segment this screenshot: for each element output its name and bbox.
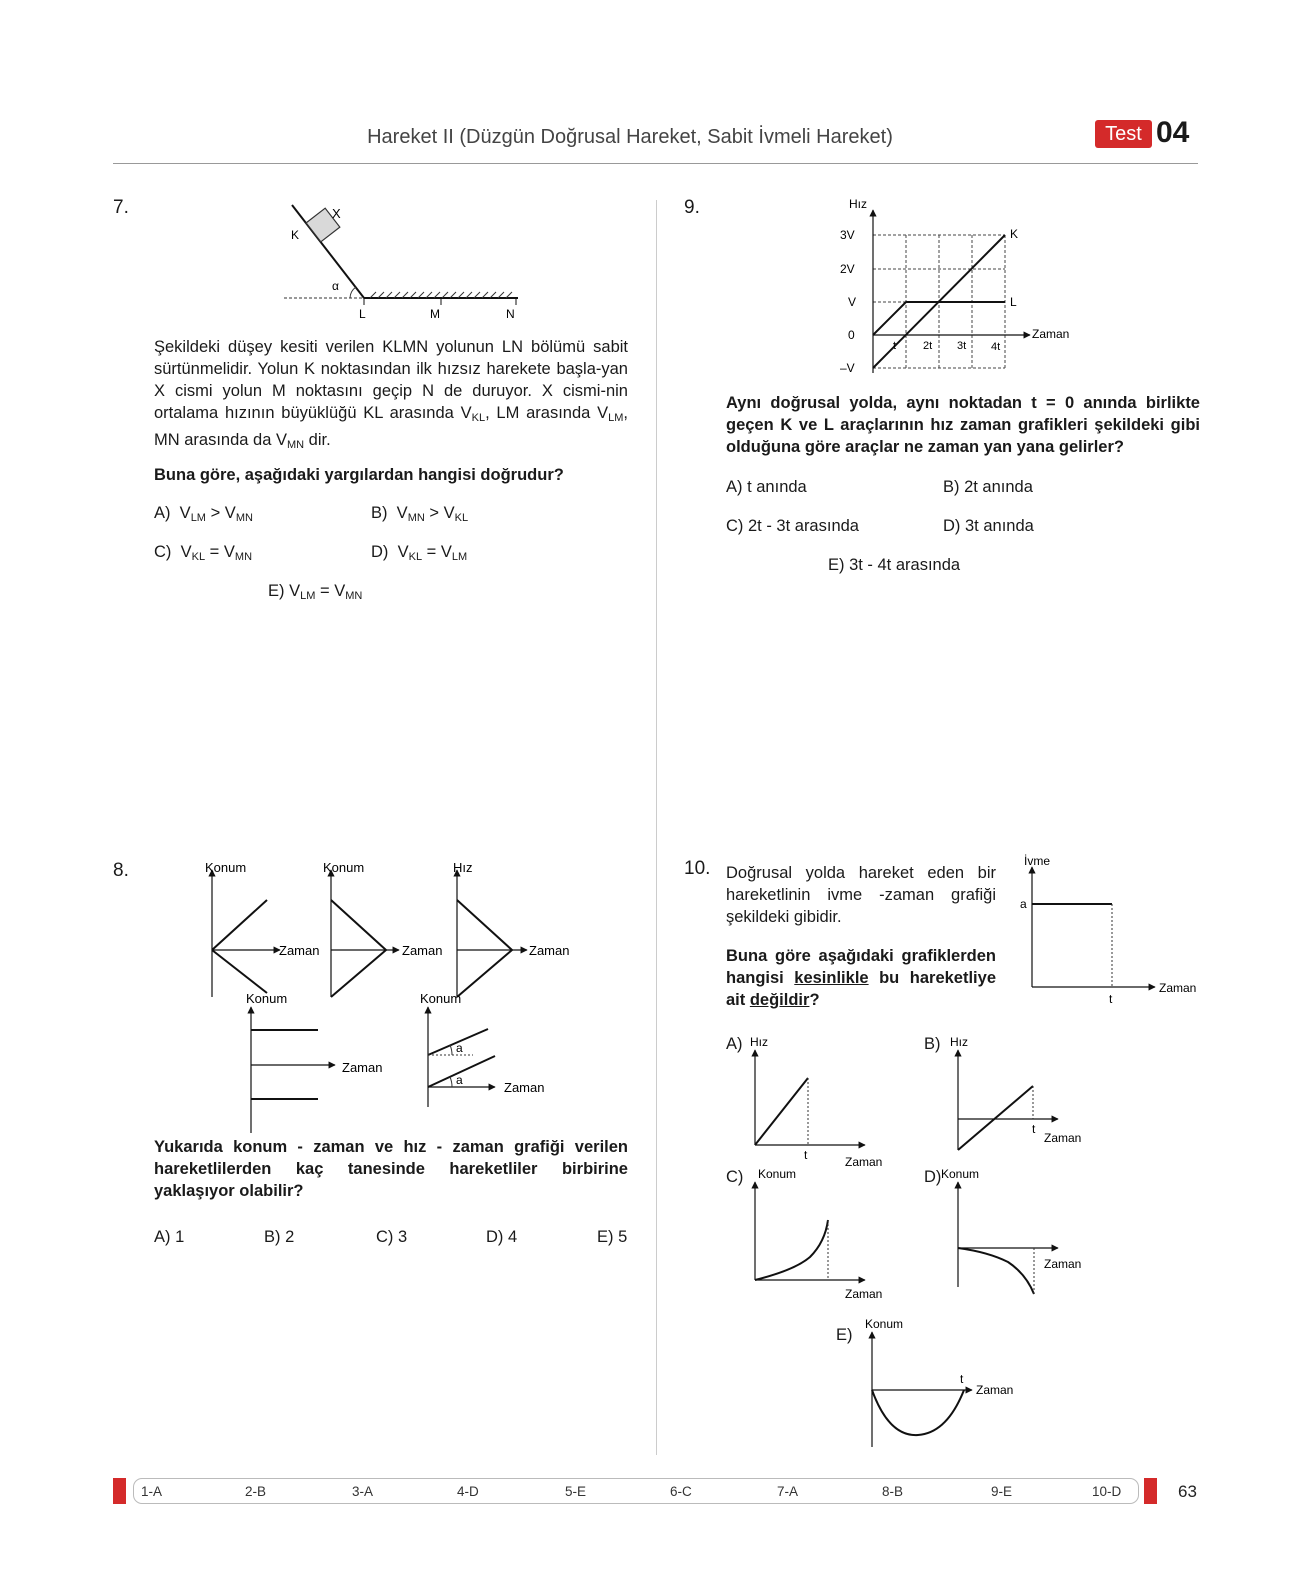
q7-number: 7. [113, 197, 129, 218]
svg-text:t: t [1109, 992, 1113, 1006]
svg-text:3t: 3t [957, 340, 967, 352]
answer-key-item: 8-B [882, 1484, 904, 1499]
q9-option-a[interactable]: A) t anında [726, 478, 807, 496]
q10-accel-graph [1012, 852, 1202, 1007]
answer-key-bar [133, 1478, 1139, 1504]
q7-option-e[interactable]: E) $V_{LM} = V_{MN}$ [268, 582, 363, 602]
q8-figures [195, 855, 635, 1135]
answer-key-item: 1-A [141, 1484, 163, 1499]
q7-option-d[interactable]: D) $V_{KL} = V_{LM}$ [371, 543, 468, 563]
svg-text:Konum: Konum [941, 1167, 980, 1181]
svg-text:a: a [456, 1073, 463, 1087]
svg-text:a: a [1020, 897, 1027, 911]
svg-text:Zaman: Zaman [1032, 327, 1070, 341]
q7-question: Buna göre, aşağıdaki yargılardan hangisi doğrudur? [154, 466, 564, 484]
label-x: X [332, 206, 341, 221]
label-l: L [359, 307, 366, 321]
svg-text:İvme: İvme [1024, 854, 1051, 868]
label-n: N [506, 307, 515, 321]
label-m: M [430, 307, 440, 321]
svg-text:Zaman: Zaman [845, 1155, 883, 1169]
page-number: 63 [1178, 1482, 1197, 1501]
answer-key-item: 2-B [245, 1484, 267, 1499]
q8-graph-3 [453, 860, 569, 997]
answer-key-item: 5-E [565, 1484, 587, 1499]
svg-text:Konum: Konum [758, 1167, 797, 1181]
q9-chart [840, 195, 1080, 375]
svg-text:2t: 2t [923, 340, 933, 352]
svg-text:2V: 2V [840, 262, 855, 276]
q10-option-a-label[interactable]: A) [726, 1035, 743, 1053]
column-divider [656, 200, 657, 1455]
q10-option-e-graph[interactable] [852, 1312, 1022, 1457]
q8-graph-4 [246, 991, 382, 1133]
svg-text:a: a [456, 1041, 463, 1055]
q7-option-c[interactable]: C) $V_{KL} = V_{MN}$ [154, 543, 253, 563]
q7-text: Şekildeki düşey kesiti verilen KLMN yolunun LN bölümü sabit sürtünmelidir. Yolun K noktasından ilk hızsız harekete başla-yan X cismi yolun M noktasını geçip N de duruyor. X cismi-nin ortalama hızının büyüklüğü KL arasında $V_{KL}$, LM arasında $V_{LM}$, MN arasında da $V_{MN}$ dir. [154, 338, 628, 451]
q10-option-b-graph[interactable] [938, 1030, 1098, 1170]
q8-option-b[interactable]: B) 2 [264, 1228, 295, 1246]
q8-graph-1 [205, 860, 319, 997]
test-badge: Test [1095, 120, 1152, 148]
q7-figure [280, 195, 540, 330]
answer-key-item: 10-D [1092, 1484, 1122, 1499]
q9-option-e[interactable]: E) 3t - 4t arasında [828, 556, 961, 574]
footer-accent-left [113, 1478, 126, 1504]
svg-text:Hız: Hız [950, 1035, 968, 1049]
q10-option-c-label[interactable]: C) [726, 1168, 744, 1186]
answer-key-item: 4-D [457, 1484, 479, 1499]
answer-key-item: 9-E [991, 1484, 1013, 1499]
test-number: 04 [1156, 116, 1190, 149]
q8-graph-5 [420, 991, 544, 1107]
q9-number: 9. [684, 197, 700, 218]
svg-text:V: V [848, 295, 857, 309]
svg-text:Hız: Hız [849, 197, 867, 211]
answer-key-item: 6-C [670, 1484, 692, 1499]
q8-graph-2 [323, 860, 442, 997]
header-divider [113, 163, 1198, 164]
svg-text:Zaman: Zaman [1044, 1131, 1082, 1145]
q8-option-a[interactable]: A) 1 [154, 1228, 185, 1246]
svg-text:t: t [960, 1372, 964, 1386]
q8-question: Yukarıda konum - zaman ve hız - zaman grafiği verilen hareketlilerden kaç tanesinde hareketliler birbirine yaklaşıyor olabilir? [154, 1138, 628, 1200]
q10-question: Buna göre aşağıdaki grafiklerden hangisi kesinlikle bu hareketliye ait değildir? [726, 947, 996, 1009]
svg-text:3V: 3V [840, 228, 855, 242]
svg-text:Konum: Konum [865, 1317, 904, 1331]
svg-text:Zaman: Zaman [845, 1287, 883, 1301]
svg-text:Konum: Konum [205, 860, 247, 875]
svg-text:Zaman: Zaman [504, 1080, 545, 1095]
label-k: K [291, 228, 300, 242]
answer-key-item: 3-A [352, 1484, 374, 1499]
svg-text:Zaman: Zaman [279, 943, 320, 958]
svg-text:t: t [893, 340, 897, 352]
q9-option-c[interactable]: C) 2t - 3t arasında [726, 517, 859, 535]
q8-option-c[interactable]: C) 3 [376, 1228, 408, 1246]
q9-question: Aynı doğrusal yolda, aynı noktadan t = 0 anında birlikte geçen K ve L araçlarının hız zaman grafikleri şekildeki gibi olduğuna göre araçlar ne zaman yan yana gelirler? [726, 394, 1200, 456]
q10-option-a-graph[interactable] [740, 1030, 900, 1170]
svg-text:4t: 4t [991, 341, 1001, 353]
svg-text:–V: –V [840, 361, 855, 375]
q10-number: 10. [684, 858, 711, 879]
q9-option-d[interactable]: D) 3t anında [943, 517, 1034, 535]
svg-text:Konum: Konum [420, 991, 462, 1006]
page-title: Hareket II (Düzgün Doğrusal Hareket, Sabit İvmeli Hareket) [367, 126, 893, 148]
svg-text:Zaman: Zaman [1044, 1257, 1082, 1271]
q10-text: Doğrusal yolda hareket eden bir hareketlinin ivme -zaman grafiği şekildeki gibidir. [726, 864, 996, 926]
svg-text:Konum: Konum [246, 991, 288, 1006]
svg-text:Hız: Hız [750, 1035, 768, 1049]
svg-text:Zaman: Zaman [1159, 981, 1197, 995]
svg-text:K: K [1010, 227, 1019, 241]
q9-option-b[interactable]: B) 2t anında [943, 478, 1033, 496]
svg-text:Konum: Konum [323, 860, 365, 875]
svg-text:t: t [1032, 1122, 1036, 1136]
label-alpha: α [332, 279, 339, 293]
q8-number: 8. [113, 860, 129, 881]
svg-text:Zaman: Zaman [529, 943, 570, 958]
q7-option-a[interactable]: A) $V_{LM} > V_{MN}$ [154, 504, 253, 524]
svg-text:Zaman: Zaman [342, 1060, 383, 1075]
svg-text:Hız: Hız [453, 860, 473, 875]
answer-key-item: 7-A [777, 1484, 799, 1499]
q10-option-d-graph[interactable] [938, 1162, 1098, 1302]
q10-option-e-label[interactable]: E) [836, 1326, 853, 1344]
q8-option-e[interactable]: E) 5 [597, 1228, 628, 1246]
svg-text:Zaman: Zaman [402, 943, 443, 958]
q10-option-d-label[interactable]: D) [924, 1168, 942, 1186]
q8-option-d[interactable]: D) 4 [486, 1228, 518, 1246]
svg-text:t: t [804, 1148, 808, 1162]
svg-text:0: 0 [848, 328, 855, 342]
q7-option-b[interactable]: B) $V_{MN} > V_{KL}$ [371, 504, 469, 524]
svg-text:L: L [1010, 295, 1017, 309]
footer-accent-right [1144, 1478, 1157, 1504]
svg-text:Zaman: Zaman [976, 1383, 1014, 1397]
q10-option-b-label[interactable]: B) [924, 1035, 941, 1053]
q10-option-c-graph[interactable] [740, 1162, 900, 1302]
